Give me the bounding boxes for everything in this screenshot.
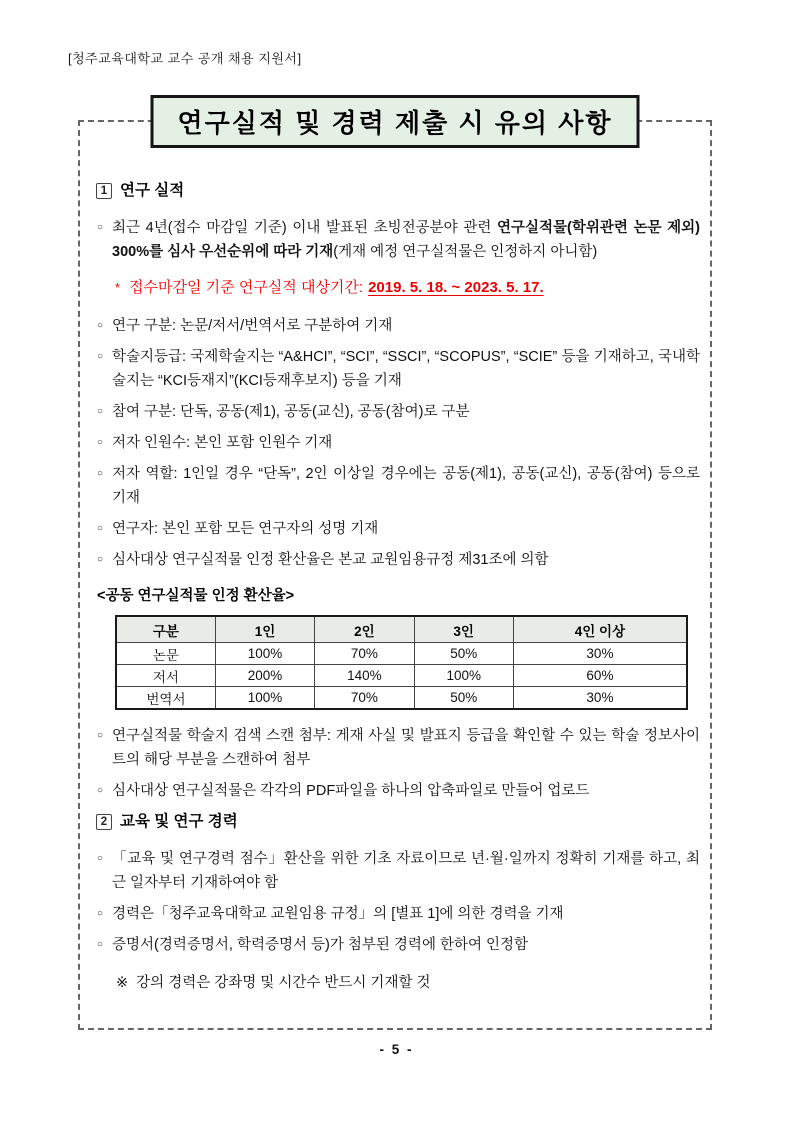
table-cell: 100%: [215, 643, 314, 665]
bullet-career-dates: [97, 847, 700, 895]
section-number-box-1: 1: [96, 183, 112, 199]
bullet-text: 참여 구분: 단독, 공동(제1), 공동(교신), 공동(참여)로 구분: [112, 404, 470, 420]
bullet-text: 연구자: 본인 포함 모든 연구자의 성명 기재: [112, 521, 379, 537]
bullet-text-bold: 연구실적물(학위관련 논문 제외) 300%를 심사 우선순위에 따라 기재: [112, 220, 701, 260]
section-number-box-2: 2: [96, 814, 112, 830]
bullet-text: 심사대상 연구실적물 인정 환산율은 본교 교원임용규정 제31조에 의함: [112, 552, 549, 568]
bullet-text-pre: 최근 4년(접수 마감일 기준) 이내 발표된 초빙전공분야 관련: [112, 220, 497, 236]
bullet-scan-attachment: [97, 724, 700, 772]
deadline-period-dates: 2019. 5. 18. ~ 2023. 5. 17.: [368, 279, 544, 296]
bullet-pdf-upload: [97, 779, 700, 803]
table-row: [116, 687, 687, 710]
section-heading-text: 연구 실적: [120, 182, 185, 199]
bullet-research-category: [97, 314, 700, 338]
table-cell: 50%: [414, 643, 513, 665]
table-cell: 60%: [513, 665, 687, 687]
remark-text: 강의 경력은 강좌명 및 시간수 반드시 기재할 것: [136, 975, 431, 991]
bullet-author-role: [97, 462, 700, 510]
bullet-marker: ○: [97, 939, 104, 950]
deadline-period-note: [115, 276, 700, 300]
bullet-author-count: [97, 431, 700, 455]
bullet-conversion-rule: [97, 548, 700, 572]
bullet-researchers: [97, 517, 700, 541]
table-cell: 70%: [315, 687, 414, 710]
bullet-marker: ○: [97, 908, 104, 919]
bullet-marker: ○: [97, 222, 104, 233]
bullet-marker: ○: [97, 853, 104, 864]
bullet-text: 연구실적물 학술지 검색 스캔 첨부: 게재 사실 및 발표지 등급을 확인할 수 있는 학술 정보사이트의 해당 부분을 스캔하여 첨부: [112, 728, 700, 768]
lecture-career-remark: [116, 971, 700, 995]
table-header-cell: 1인: [215, 616, 314, 643]
bullet-marker: ○: [97, 406, 104, 417]
bullet-text: [112, 216, 700, 264]
bullet-marker: ○: [97, 554, 104, 565]
page-number: - 5 -: [379, 1042, 414, 1057]
notice-title-banner: 연구실적 및 경력 제출 시 유의 사항: [151, 95, 640, 148]
table-header-cell: 3인: [414, 616, 513, 643]
bullet-text: 저자 역할: 1인일 경우 “단독”, 2인 이상일 경우에는 공동(제1), 공동(교신), 공동(참여) 등으로 기재: [112, 466, 700, 506]
bullet-text: 심사대상 연구실적물은 각각의 PDF파일을 하나의 압축파일로 만들어 업로드: [112, 783, 590, 799]
table-header-cell: 구분: [116, 616, 215, 643]
bullet-marker: ○: [97, 730, 104, 741]
bullet-marker: ○: [97, 523, 104, 534]
bullet-marker: ○: [97, 351, 104, 362]
table-row: [116, 643, 687, 665]
bullet-text: 증명서(경력증명서, 학력증명서 등)가 첨부된 경력에 한하여 인정함: [112, 937, 529, 953]
table-cell: 100%: [215, 687, 314, 710]
table-cell: 논문: [116, 643, 215, 665]
table-cell: 100%: [414, 665, 513, 687]
reference-mark: ※: [116, 975, 129, 991]
asterisk-marker: *: [115, 280, 121, 295]
bullet-participation-type: [97, 400, 700, 424]
bullet-marker: ○: [97, 437, 104, 448]
bullet-text: 저자 인원수: 본인 포함 인원수 기재: [112, 435, 333, 451]
table-cell: 30%: [513, 643, 687, 665]
notice-content: [80, 122, 710, 995]
section-heading-career: [96, 813, 700, 831]
section-heading-research: [96, 182, 700, 200]
table-header-cell: 2인: [315, 616, 414, 643]
document-header-label: [청주교육대학교 교수 공개 채용 지원서]: [68, 51, 302, 66]
conversion-table-label: <공동 연구실적물 인정 환산율>: [97, 588, 295, 604]
table-cell: 140%: [315, 665, 414, 687]
table-row: [116, 665, 687, 687]
bullet-text: 연구 구분: 논문/저서/번역서로 구분하여 기재: [112, 318, 393, 334]
bullet-research-scope: [97, 216, 700, 264]
table-cell: 200%: [215, 665, 314, 687]
bullet-text: 경력은「청주교육대학교 교원임용 규정」의 [별표 1]에 의한 경력을 기재: [112, 906, 564, 922]
table-cell: 50%: [414, 687, 513, 710]
bullet-marker: ○: [97, 785, 104, 796]
table-cell: 70%: [315, 643, 414, 665]
conversion-rate-table: [115, 615, 688, 710]
bullet-text-post: (게재 예정 연구실적물은 인정하지 아니함): [333, 244, 598, 260]
deadline-period-label: 접수마감일 기준 연구실적 대상기간:: [129, 279, 364, 296]
bullet-journal-grade: [97, 345, 700, 393]
table-header-cell: 4인 이상: [513, 616, 687, 643]
table-cell: 저서: [116, 665, 215, 687]
bullet-career-regulation: [97, 902, 700, 926]
table-header-row: [116, 616, 687, 643]
section-heading-text: 교육 및 연구 경력: [120, 813, 238, 830]
bullet-marker: ○: [97, 320, 104, 331]
bullet-marker: ○: [97, 468, 104, 479]
table-cell: 30%: [513, 687, 687, 710]
bullet-certificates: [97, 933, 700, 957]
bullet-text: 「교육 및 연구경력 점수」환산을 위한 기초 자료이므로 년·월·일까지 정확히 기재를 하고, 최근 일자부터 기재하여야 함: [112, 851, 700, 891]
table-cell: 번역서: [116, 687, 215, 710]
notice-dashed-container: [78, 108, 712, 1030]
bullet-text: 학술지등급: 국제학술지는 “A&HCI”, “SCI”, “SSCI”, “SCOPUS”, “SCIE” 등을 기재하고, 국내학술지는 “KCI등재지”(KCI등재후보지) 등을 기재: [112, 349, 700, 389]
